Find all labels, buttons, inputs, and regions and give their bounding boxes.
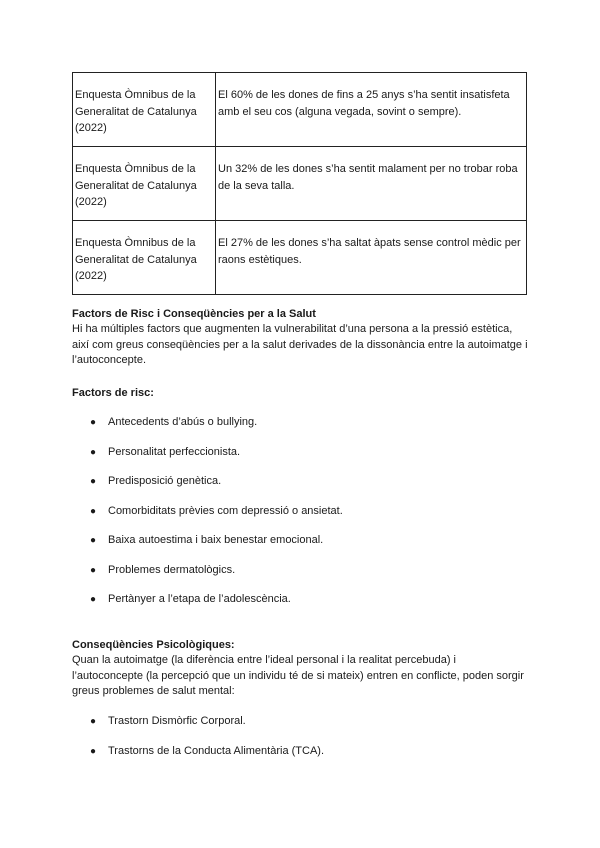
risk-factors-list (72, 415, 528, 607)
section-heading: Factors de Risc i Conseqüències per a la Salut (72, 308, 316, 320)
table-row (73, 147, 527, 221)
list-item: ● Personalitat perfeccionista. (90, 445, 241, 458)
survey-table (72, 72, 527, 295)
psych-heading: Conseqüències Psicològiques: (72, 639, 235, 651)
document-page (72, 72, 528, 759)
finding-cell: El 27% de les dones s’ha saltat àpats sense control mèdic per raons estètiques. (216, 221, 527, 295)
source-cell: Enquesta Òmnibus de la Generalitat de Catalunya (2022) (73, 221, 216, 295)
bullet-icon: ● (90, 564, 97, 576)
bullet-icon: ● (90, 594, 97, 605)
list-item: ● Comorbiditats prèvies com depressió o ansietat. (90, 504, 343, 517)
bullet-icon: ● (90, 535, 97, 546)
list-item: ● Problemes dermatològics. (90, 563, 236, 576)
bullet-icon: ● (90, 417, 97, 428)
bullet-icon: ● (90, 505, 97, 517)
list-item: ● Pertànyer a l’etapa de l’adolescència. (90, 593, 291, 605)
finding-cell: El 60% de les dones de fins a 25 anys s’ha sentit insatisfeta amb el seu cos (alguna vegada, sovint o sempre). (216, 73, 527, 147)
source-cell: Enquesta Òmnibus de la Generalitat de Catalunya (2022) (73, 147, 216, 221)
psych-intro: Quan la autoimatge (la diferència entre l’ideal personal i la realitat percebuda) i l’autoconcepte (la percepció que un individu té de si mateix) entren en conflicte, poden sorgir greus problemes de salut mental: (72, 654, 524, 697)
risk-factors-heading: Factors de risc: (72, 386, 154, 399)
bullet-icon: ● (90, 716, 97, 727)
list-item: ● Antecedents d’abús o bullying. (90, 416, 258, 428)
section-intro: Hi ha múltiples factors que augmenten la vulnerabilitat d’una persona a la pressió estètica, així com greus conseqüències per a la salut derivades de la dissonància entre la autoimatge i l’autoconcepte. (72, 323, 528, 366)
list-item: ● Trastorns de la Conducta Alimentària (TCA). (90, 744, 325, 757)
list-item: ● Predisposició genètica. (90, 475, 222, 487)
list-item: ● Trastorn Dismòrfic Corporal. (90, 715, 246, 727)
list-item: ● Baixa autoestima i baix benestar emocional. (90, 534, 324, 546)
source-cell: Enquesta Òmnibus de la Generalitat de Catalunya (2022) (73, 73, 216, 147)
table-row (73, 221, 527, 295)
finding-cell: Un 32% de les dones s’ha sentit malament per no trobar roba de la seva talla. (216, 147, 527, 221)
bullet-icon: ● (90, 476, 97, 487)
table-row (73, 73, 527, 147)
bullet-icon: ● (90, 745, 97, 757)
psych-list (72, 714, 528, 759)
bullet-icon: ● (90, 446, 97, 458)
